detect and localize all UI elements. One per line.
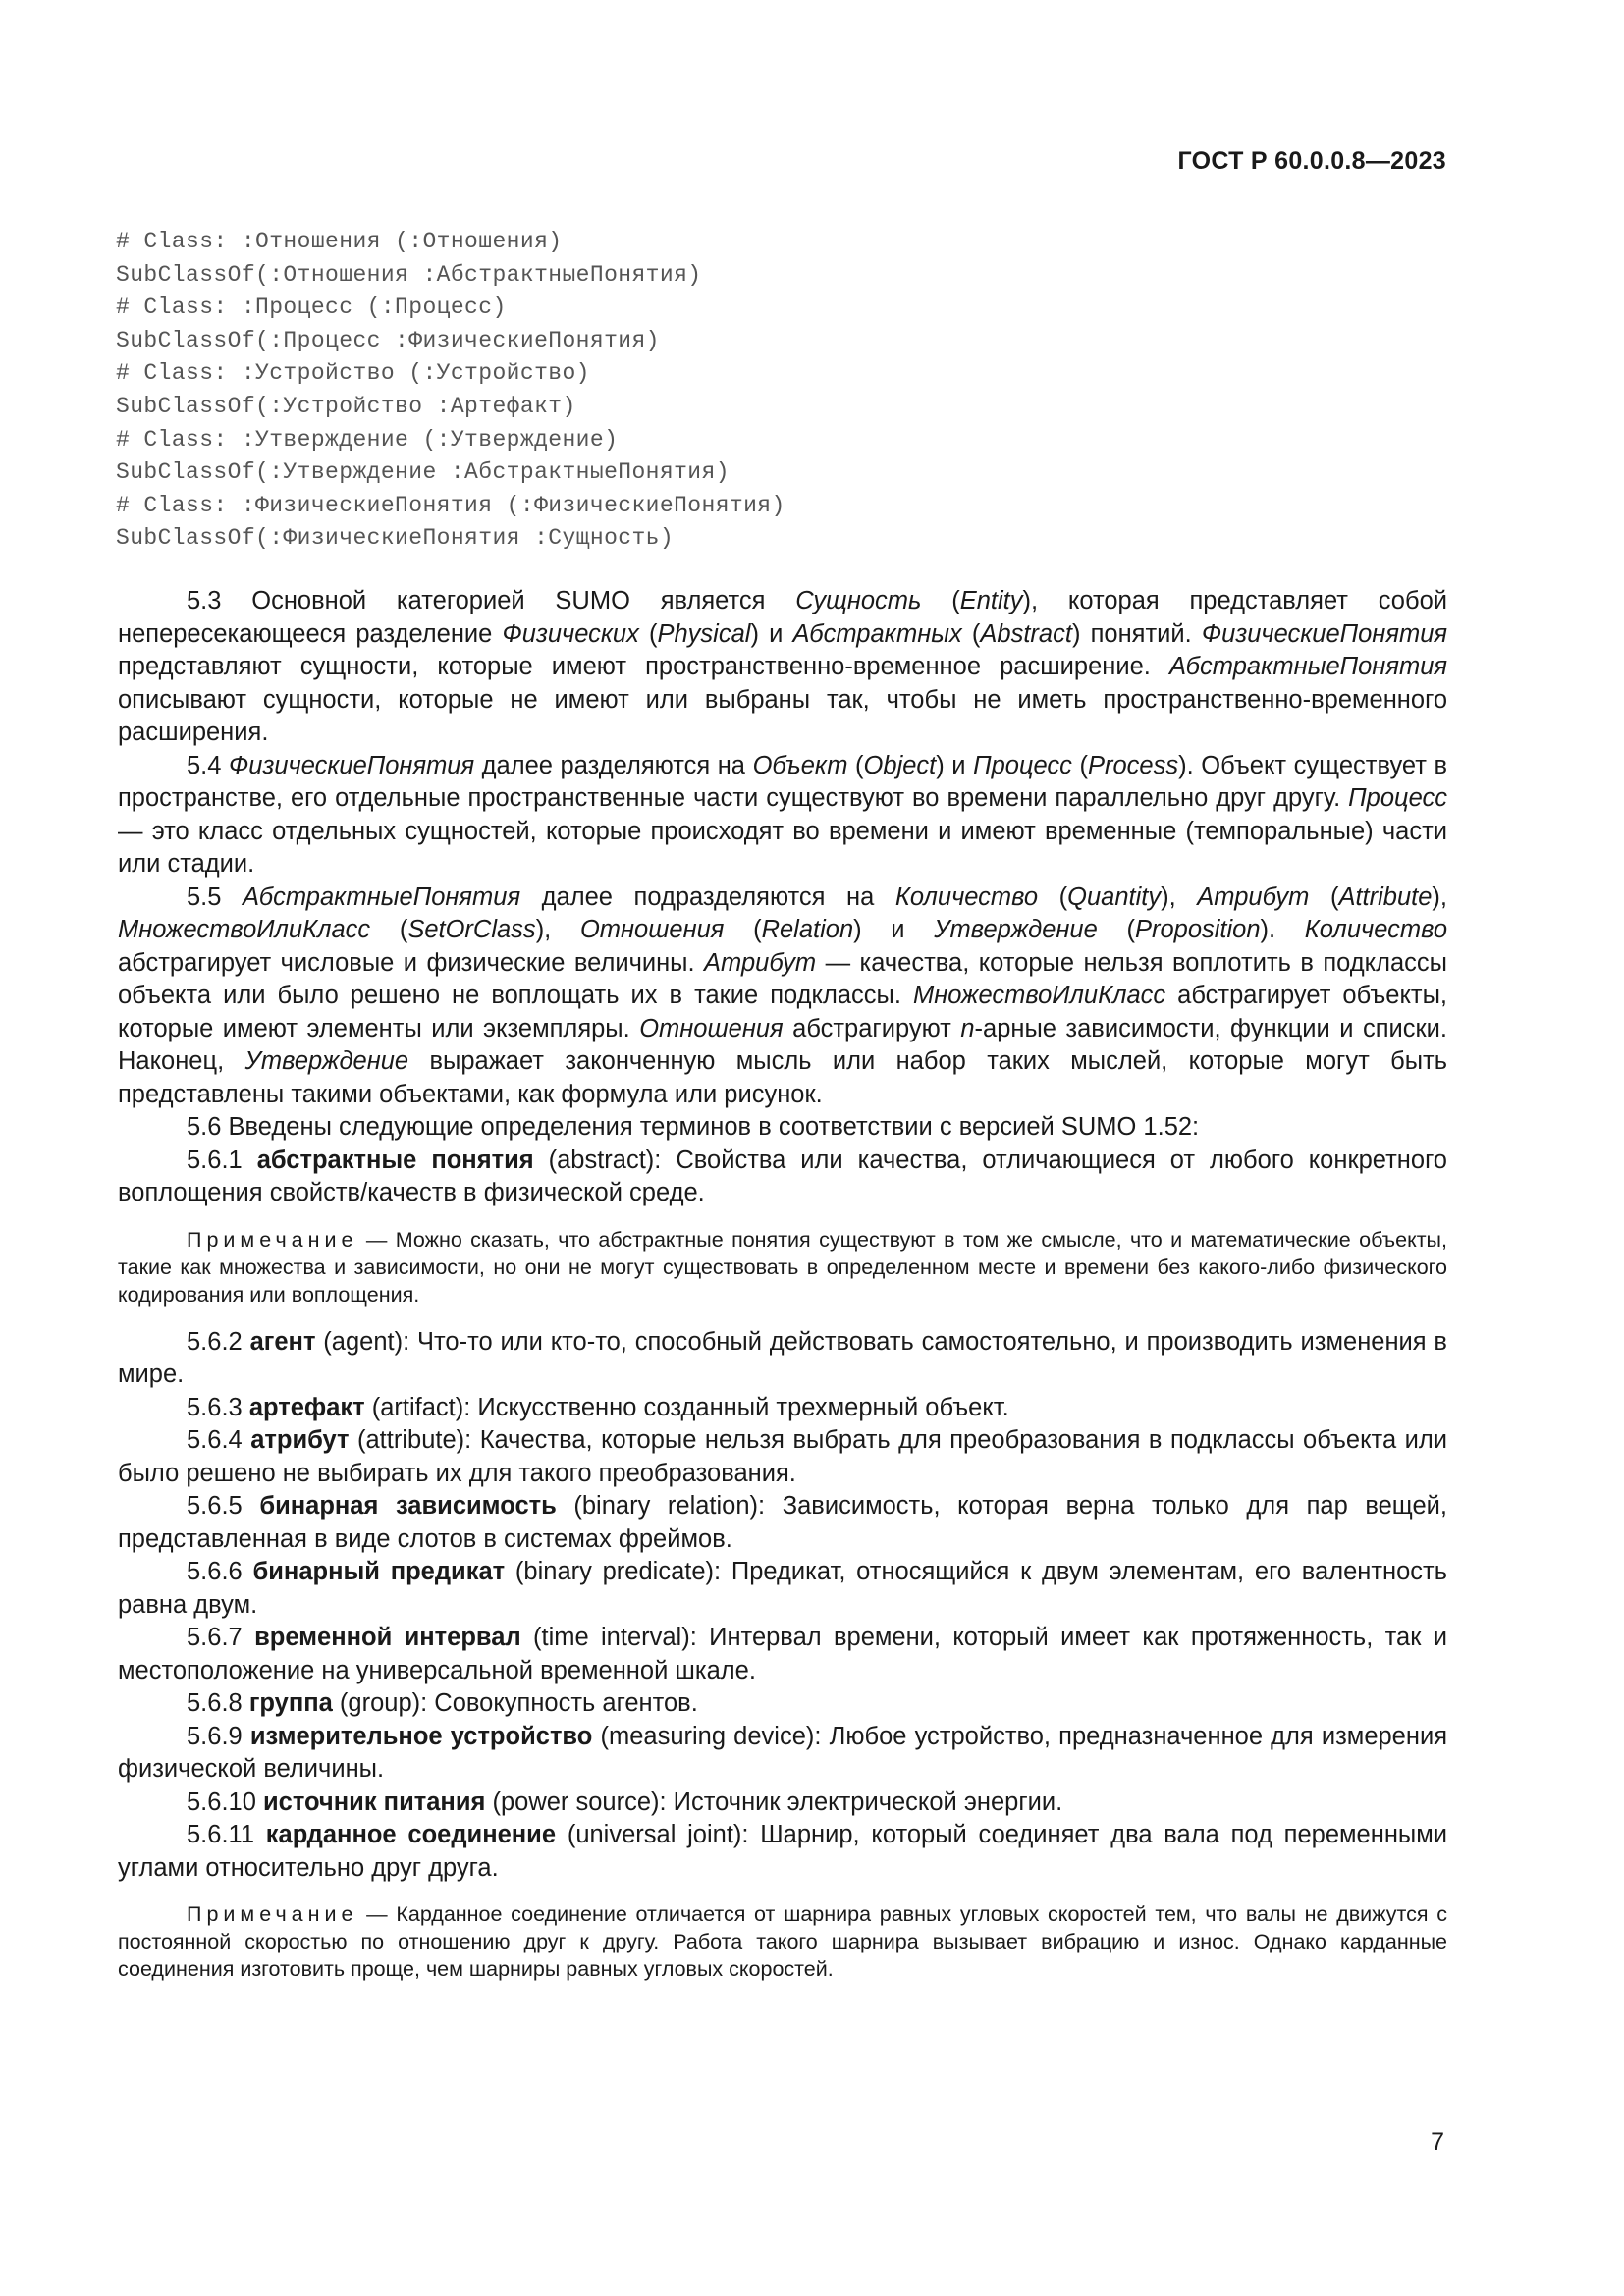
text-run: 5.3 Основной категорией SUMO является — [187, 587, 796, 614]
definition-term: источник питания — [262, 1788, 486, 1816]
code-line: # Class: :ФизическиеПонятия (:ФизическиеПонятия) — [116, 492, 785, 518]
italic-run: Процесс — [973, 751, 1072, 779]
definition-number: 5.6.10 — [187, 1788, 263, 1816]
text-run: ) и — [750, 619, 793, 648]
text-run: ( — [724, 916, 762, 943]
text-run: -арные зависимости, функции и списки. Наконец, — [118, 1014, 1447, 1075]
italic-run: Object — [863, 751, 937, 779]
definition-term: агент — [249, 1327, 316, 1356]
italic-run: Абстрактных — [792, 619, 962, 648]
note-label: Примечание — [187, 1227, 358, 1252]
definition-term: бинарная зависимость — [259, 1492, 557, 1520]
text-run: абстрагирует числовые и физические величины. — [118, 948, 705, 977]
italic-run: Атрибут — [704, 948, 817, 977]
text-run: ( — [1097, 916, 1135, 943]
text-run: представляют сущности, которые имеют пространственно-временное расширение. — [118, 653, 1169, 680]
italic-run: АбстрактныеПонятия — [1168, 653, 1447, 680]
definition-5-6-1 — [118, 1145, 1447, 1210]
definition-text: (binary predicate): Предикат, относящийся к двум элементам, его валентность равна двум. — [118, 1558, 1447, 1619]
italic-run: Сущность — [795, 587, 922, 614]
definition-term: артефакт — [248, 1393, 365, 1421]
definition-term: абстрактные понятия — [256, 1146, 534, 1174]
page-number: 7 — [1431, 2128, 1444, 2156]
definition-5-6-5 — [118, 1490, 1447, 1556]
italic-run: SetOrClass — [407, 916, 536, 943]
definition-number: 5.6.9 — [187, 1722, 250, 1750]
definition-number: 5.6.11 — [187, 1821, 266, 1848]
text-run: ) и — [853, 916, 935, 943]
text-run: ( — [847, 751, 864, 779]
definition-number: 5.6.2 — [187, 1327, 250, 1356]
italic-run: Процесс — [1348, 784, 1447, 812]
definition-term: временной интервал — [254, 1624, 521, 1651]
definition-text: (agent): Что-то или кто-то, способный действовать самостоятельно, и производить изменения в мире. — [118, 1327, 1447, 1388]
italic-run: ФизическиеПонятия — [229, 751, 475, 779]
note-text: — Можно сказать, что абстрактные понятия существуют в том же смысле, что и математические объекты, такие как множества и зависимости, но они не могут существовать в определенном месте и времени без какого-либо физического кодирования или воплощения. — [118, 1227, 1447, 1307]
text-run: ( — [638, 619, 658, 648]
text-run: ), — [535, 916, 580, 943]
italic-run: Количество — [1304, 916, 1448, 943]
italic-run: Объект — [752, 751, 848, 779]
note-label: Примечание — [187, 1902, 358, 1926]
text-run: ). — [1260, 916, 1305, 943]
code-line: SubClassOf(:Процесс :ФизическиеПонятия) — [116, 327, 660, 353]
note — [118, 1226, 1447, 1308]
text-run: ), которая представляет собой непересекающееся разделение — [118, 587, 1448, 648]
text-run: ), — [1432, 882, 1447, 911]
text-run: — это класс отдельных сущностей, которые происходят во времени и имеют временные (темпоральные) части или стадии. — [118, 817, 1447, 878]
text-run: далее разделяются на — [474, 751, 753, 779]
text-run: ), — [1161, 882, 1198, 911]
note-text: — Карданное соединение отличается от шарнира равных угловых скоростей тем, что валы не движутся с постоянной скоростью по отношению друг к другу. Работа такого шарнира вызывает вибрацию и износ. Однако карданные соединения изготовить проще, чем шарниры равных угловых скоростей. — [118, 1902, 1447, 1981]
italic-run: Утверждение — [244, 1047, 409, 1075]
code-line: SubClassOf(:Утверждение :АбстрактныеПонятия) — [116, 459, 730, 486]
text-run: описывают сущности, которые не имеют или выбраны так, чтобы не иметь пространственно-временного расширения. — [118, 685, 1447, 746]
definition-5-6-10 — [118, 1787, 1447, 1820]
text-run: ( — [1309, 882, 1339, 911]
code-line: SubClassOf(:Устройство :Артефакт) — [116, 393, 576, 419]
text-run: далее подразделяются на — [520, 882, 895, 911]
definition-5-6-9 — [118, 1721, 1447, 1787]
text-run: ( — [1071, 751, 1088, 779]
definition-term: атрибут — [250, 1426, 350, 1454]
paragraph-5-4 — [118, 750, 1447, 881]
text-run: ( — [370, 916, 408, 943]
definition-text: (measuring device): Любое устройство, предназначенное для измерения физической величины. — [118, 1722, 1448, 1783]
code-line: SubClassOf(:ФизическиеПонятия :Сущность) — [116, 525, 675, 552]
code-line: # Class: :Процесс (:Процесс) — [116, 294, 507, 321]
italic-run: Attribute — [1338, 882, 1433, 911]
text-run: ( — [961, 619, 981, 648]
italic-run: Proposition — [1134, 916, 1261, 943]
italic-run: АбстрактныеПонятия — [243, 882, 521, 911]
definition-term: карданное соединение — [265, 1821, 557, 1848]
paragraph-5-5 — [118, 881, 1447, 1112]
definition-text: (artifact): Искусственно созданный трехмерный объект. — [364, 1393, 1009, 1421]
italic-run: Quantity — [1067, 882, 1162, 911]
paragraph-5-6: 5.6 Введены следующие определения терминов в соответствии с версией SUMO 1.52: — [187, 1113, 1200, 1141]
definition-5-6-11 — [118, 1819, 1447, 1885]
definition-5-6-3 — [118, 1392, 1447, 1425]
definition-term: бинарный предикат — [252, 1558, 506, 1585]
italic-run: Abstract — [980, 619, 1072, 648]
definition-number: 5.6.6 — [187, 1558, 253, 1585]
text-run: ( — [1038, 882, 1068, 911]
code-line: # Class: :Отношения (:Отношения) — [116, 229, 563, 254]
definition-text: (attribute): Качества, которые нельзя выбрать для преобразования в подклассы объекта или было решено не выбирать их для такого преобразования. — [118, 1426, 1447, 1487]
definition-text: (time interval): Интервал времени, который имеет как протяженность, так и местоположение на универсальной временной шкале. — [118, 1624, 1447, 1684]
definition-number: 5.6.3 — [187, 1393, 249, 1421]
definition-number: 5.6.5 — [187, 1492, 260, 1520]
paragraph-5-3 — [118, 585, 1447, 750]
code-line: # Class: :Устройство (:Устройство) — [116, 360, 590, 387]
italic-run: n — [960, 1014, 975, 1042]
definition-5-6-4 — [118, 1424, 1447, 1490]
definition-term: измерительное устройство — [249, 1722, 593, 1750]
italic-run: Отношения — [579, 916, 725, 943]
definition-number: 5.6.8 — [187, 1689, 249, 1717]
definition-text: (power source): Источник электрической энергии. — [485, 1788, 1063, 1816]
definition-text: (binary relation): Зависимость, которая верна только для пар вещей, представленная в виде слотов в системах фреймов. — [118, 1492, 1447, 1553]
italic-run: Process — [1088, 751, 1179, 779]
definition-text: (universal joint): Шарнир, который соединяет два вала под переменными углами относительно друг друга. — [118, 1821, 1448, 1882]
text-run: абстрагируют — [783, 1014, 961, 1042]
definition-number: 5.6.4 — [187, 1426, 251, 1454]
text-run: ( — [921, 587, 960, 614]
text-run: 5.5 — [187, 882, 244, 911]
text-run: ). Объект существует в пространстве, его отдельные пространственные части существуют во времени параллельно друг другу. — [118, 751, 1448, 812]
code-block — [116, 226, 1392, 556]
definition-term: группа — [248, 1689, 333, 1717]
text-run: абстрагирует объекты, которые имеют элементы или экземпляры. — [118, 982, 1447, 1042]
definition-number: 5.6.1 — [187, 1146, 257, 1174]
italic-run: Количество — [894, 882, 1039, 911]
italic-run: МножествоИлиКласс — [118, 916, 371, 943]
italic-run: Утверждение — [934, 916, 1098, 943]
body-text — [118, 585, 1447, 2001]
text-run: ) и — [936, 751, 974, 779]
italic-run: Relation — [761, 916, 854, 943]
italic-run: Атрибут — [1197, 882, 1310, 911]
code-line: SubClassOf(:Отношения :АбстрактныеПонятия) — [116, 261, 702, 288]
italic-run: Entity — [959, 587, 1023, 614]
text-run: 5.4 — [187, 751, 230, 779]
definition-5-6-2 — [118, 1326, 1447, 1392]
italic-run: Отношения — [639, 1014, 784, 1042]
text-run: ) понятий. — [1071, 619, 1202, 648]
code-line: # Class: :Утверждение (:Утверждение) — [116, 426, 619, 453]
definition-5-6-6 — [118, 1556, 1447, 1622]
italic-run: МножествоИлиКласс — [913, 982, 1166, 1009]
definition-number: 5.6.7 — [187, 1624, 255, 1651]
italic-run: Физических — [502, 619, 639, 648]
standard-header: ГОСТ Р 60.0.0.8—2023 — [1177, 147, 1446, 175]
text-run: — качества, которые нельзя воплотить в подклассы объекта или было решено не воплощать их в такие подклассы. — [118, 948, 1447, 1009]
definition-5-6-8 — [118, 1687, 1447, 1721]
italic-run: Physical — [657, 619, 751, 648]
definition-text: (group): Совокупность агентов. — [332, 1689, 698, 1717]
note — [118, 1900, 1447, 1983]
definition-5-6-7 — [118, 1622, 1447, 1687]
italic-run: ФизическиеПонятия — [1201, 619, 1448, 648]
definition-text: (abstract): Свойства или качества, отличающиеся от любого конкретного воплощения свойств/качеств в физической среде. — [118, 1146, 1447, 1206]
text-run: выражает законченную мысль или набор таких мыслей, которые могут быть представлены такими объектами, как формула или рисунок. — [118, 1047, 1447, 1108]
